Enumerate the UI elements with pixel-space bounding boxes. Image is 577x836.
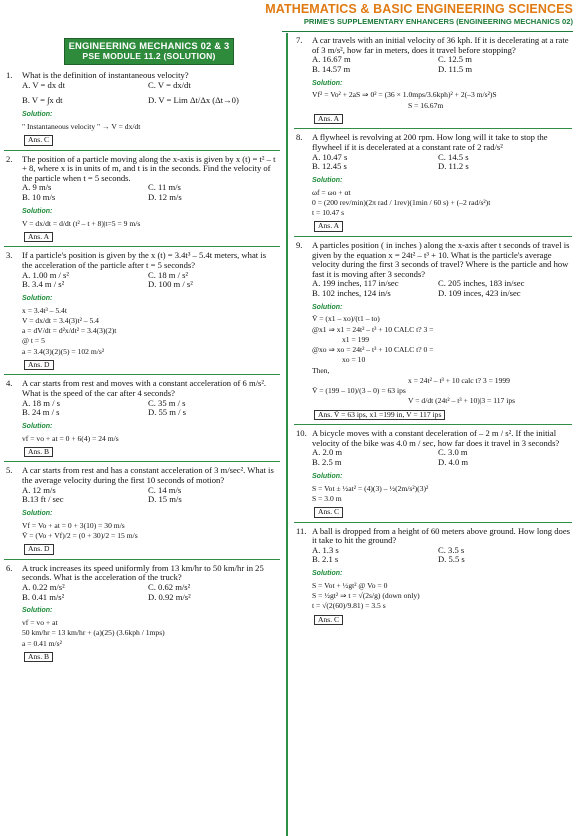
question-separator — [4, 461, 280, 462]
choice-b: B. 2.1 s — [312, 554, 339, 565]
question-stem: A bicycle moves with a constant deceleration of – 2 m / s². If the initial velocity of the bike was 4.0 m / sec, how far does it travel in 3 seconds? — [312, 428, 560, 448]
question-stem: A truck increases its speed uniformly from 13 km/hr to 50 km/hr in 25 seconds. What is the acceleration of the truck? — [22, 562, 264, 583]
work-line: a = 0.41 m/s² — [22, 638, 62, 648]
choice-d: D. 100 m / s² — [148, 279, 193, 290]
question-stem: A ball is dropped from a height of 60 meters above ground. How long does it take to hit the ground? — [312, 525, 571, 546]
work-line: V̄ = (x1 – xo)/(t1 – to) — [312, 314, 380, 324]
choice-c: C. 35 m / s — [148, 397, 186, 408]
solution-work — [312, 581, 572, 612]
choice-a: A. 1.3 s — [312, 544, 339, 555]
solution-work — [22, 521, 280, 542]
work-line: 50 km/hr = 13 km/hr + (a)(25) (3.6kph / 1mps) — [22, 628, 165, 638]
work-line: @xo ⇒ xo = 24t² – t³ + 10 CALC t? 0 = — [312, 345, 434, 355]
question-separator — [294, 424, 572, 425]
question-separator — [4, 559, 280, 560]
answer-box: Ans. D — [24, 544, 54, 555]
choice-a: A. 199 inches, 117 in/sec — [312, 278, 399, 289]
work-line: t = 10.47 s — [312, 208, 345, 218]
question-number: 4. — [6, 378, 13, 389]
question-number: 2. — [6, 153, 13, 164]
module-banner — [64, 38, 234, 65]
work-line: xo = 10 — [342, 355, 366, 365]
choice-c: C. 11 m/s — [148, 182, 181, 193]
work-line: V = dx/dt = d/dt (t² – t + 8)|t=5 = 9 m/s — [22, 218, 141, 228]
question-separator — [4, 374, 280, 375]
choices — [294, 55, 572, 74]
work-line: " Instantaneous velocity " → V = dx/dt — [22, 121, 141, 131]
work-line: vf = vo + at — [22, 618, 58, 628]
question-8 — [294, 133, 572, 232]
answer-box: Ans. C — [314, 615, 343, 626]
question-number: 11. — [296, 525, 307, 536]
right-column — [294, 36, 572, 625]
choice-c: C. 14 m/s — [148, 484, 182, 495]
question-number: 6. — [6, 562, 13, 573]
choice-c: C. 205 inches, 183 in/sec — [438, 278, 525, 289]
choice-b: B. V = ∫x dt — [22, 95, 63, 106]
work-line: 0 = (200 rev/min)(2π rad / 1rev)(1min / 60 s) + (–2 rad/s²)t — [312, 197, 491, 207]
question-stem: A car starts from rest and moves with a constant acceleration of 6 m/s². What is the speed of the car after 4 seconds? — [22, 378, 267, 399]
question-9 — [294, 241, 572, 420]
solution-label: Solution: — [22, 207, 53, 215]
answer-box: Ans. C — [314, 507, 343, 518]
answer-box: Ans. B — [24, 447, 53, 458]
left-column — [4, 36, 280, 662]
work-line: V̄ = (199 – 10)/(3 – 0) = 63 ips — [312, 386, 406, 396]
choices — [294, 448, 572, 467]
choice-c: C. 12.5 m — [438, 54, 472, 65]
choices — [294, 279, 572, 298]
choice-a: A. V = dx dt — [22, 79, 65, 90]
choice-d: D. 4.0 m — [438, 457, 469, 468]
choice-d: D. 15 m/s — [148, 494, 182, 505]
solution-label: Solution: — [312, 79, 343, 87]
choice-b: B. 24 m / s — [22, 407, 60, 418]
question-6 — [4, 564, 280, 663]
choice-a: A. 9 m/s — [22, 182, 52, 193]
work-line: ωf = ωo + αt — [312, 187, 351, 197]
solution-work — [312, 90, 572, 111]
question-number: 3. — [6, 250, 13, 261]
question-3 — [4, 251, 280, 370]
header-divider — [282, 31, 573, 32]
choice-b: B. 2.5 m — [312, 457, 342, 468]
solution-label: Solution: — [22, 607, 53, 615]
question-number: 5. — [6, 465, 13, 476]
choices — [294, 153, 572, 172]
choice-d: D. 0.92 m/s² — [148, 591, 191, 602]
work-line: S = 3.0 m — [312, 493, 342, 503]
choice-d: D. 55 m / s — [148, 407, 186, 418]
question-stem: A car starts from rest and has a constant acceleration of 3 m/sec². What is the average velocity during the first 10 seconds of motion? — [22, 465, 274, 486]
question-number: 1. — [6, 70, 13, 81]
choice-b: B. 12.45 s — [312, 161, 347, 172]
choices — [4, 486, 280, 505]
solution-work — [312, 484, 572, 505]
solution-label: Solution: — [22, 294, 53, 302]
question-separator — [294, 522, 572, 523]
question-stem: What is the definition of instantaneous velocity? — [22, 70, 189, 81]
work-line: Then, — [312, 365, 330, 375]
choice-c: C. 14.5 s — [438, 151, 469, 162]
solution-label: Solution: — [22, 422, 53, 430]
choice-a: A. 0.22 m/s² — [22, 582, 65, 593]
solution-work — [22, 306, 280, 357]
choices — [4, 271, 280, 290]
solution-label: Solution: — [22, 111, 53, 119]
choice-a: A. 12 m/s — [22, 484, 56, 495]
choice-a: A. 18 m / s — [22, 397, 60, 408]
question-7 — [294, 36, 572, 124]
solution-label: Solution: — [312, 472, 343, 480]
work-line: t = √(2(60)/9.81) = 3.5 s — [312, 601, 386, 611]
choice-a: A. 16.67 m — [312, 54, 351, 65]
question-10 — [294, 429, 572, 517]
work-line: x = 3.4t³ – 5.4t — [22, 305, 67, 315]
question-separator — [4, 150, 280, 151]
question-number: 10. — [296, 428, 307, 439]
answer-box: Ans. A — [24, 232, 53, 243]
choice-b: B. 0.41 m/s² — [22, 591, 65, 602]
header-subtitle: PRIME'S SUPPLEMENTARY ENHANCERS (ENGINEERING MECHANICS 02) — [303, 17, 573, 26]
choice-c: C. 0.62 m/s² — [148, 582, 191, 593]
work-line: x = 24t² – t³ + 10 calc t? 3 = 1999 — [408, 375, 510, 385]
solution-label: Solution: — [22, 509, 53, 517]
question-stem: A particles position ( in inches ) along the x-axis after t seconds of travel is given by the equation x = 24t² – t³ + 10. What is the particle's average velocity during the first 3 seconds of travel? Where is the particle and how fast it is moving after 3 seconds? — [312, 239, 570, 279]
answer-box: Ans. D — [24, 360, 54, 371]
work-line: V̄ = (Vo + Vf)/2 = (0 + 30)/2 = 15 m/s — [22, 531, 138, 541]
question-4 — [4, 379, 280, 457]
solution-work — [312, 188, 572, 219]
answer-box: Ans. C — [24, 135, 53, 146]
solution-label: Solution: — [312, 570, 343, 578]
solution-label: Solution: — [312, 176, 343, 184]
choice-c: C. 18 m / s² — [148, 269, 189, 280]
work-line: S = ½gt² ⇒ t = √(2s/g) (down only) — [312, 591, 420, 601]
question-number: 8. — [296, 132, 303, 143]
work-line: S = Vot + ½gt² @ Vo = 0 — [312, 580, 388, 590]
choice-c: C. 3.0 m — [438, 447, 468, 458]
question-stem: If a particle's position is given by the x (t) = 3.4t³ – 5.4t meters, what is the acceleration of the particle after t = 5 seconds? — [22, 250, 267, 270]
solution-work — [22, 618, 280, 649]
answer-box: Ans. B — [24, 652, 53, 663]
header-title: MATHEMATICS & BASIC ENGINEERING SCIENCES — [265, 2, 573, 16]
choices — [294, 546, 572, 565]
choices — [4, 583, 280, 602]
choice-d: D. 109 inces, 423 in/sec — [438, 288, 521, 299]
choice-b: B. 10 m/s — [22, 192, 56, 203]
choice-c: C. V = dx/dt — [148, 79, 191, 90]
work-line: Vf² = Vo² + 2aS ⇒ 0² = (36 × 1.0mps/3.6kph)² + 2(–3 m/s²)S — [312, 90, 497, 100]
choices — [4, 183, 280, 202]
solution-work — [22, 219, 280, 229]
question-2 — [4, 155, 280, 243]
work-line: V = dx/dt = 3.4(3)t² – 5.4 — [22, 315, 99, 325]
answer-box: Ans. A — [314, 221, 343, 232]
work-line: a = dV/dt = d²x/dt² = 3.4(3)(2)t — [22, 326, 117, 336]
work-line: S = Vot ± ½at² = (4)(3) – ½(2m/s²)(3)² — [312, 483, 429, 493]
solution-work — [22, 122, 280, 132]
solution-work — [22, 434, 280, 444]
choice-d: D. 11.2 s — [438, 161, 469, 172]
banner-title: ENGINEERING MECHANICS 02 & 3 — [68, 40, 230, 51]
solution-label: Solution: — [312, 303, 343, 311]
solution-work — [312, 314, 572, 406]
question-separator — [4, 246, 280, 247]
choice-b: B. 102 inches, 124 in/s — [312, 288, 391, 299]
work-line: @x1 ⇒ x1 = 24t² – t³ + 10 CALC t? 3 = — [312, 324, 434, 334]
choice-a: A. 2.0 m — [312, 447, 343, 458]
work-line: Vf = Vo + at = 0 + 3(10) = 30 m/s — [22, 520, 125, 530]
choice-b: B.13 ft / sec — [22, 494, 64, 505]
question-stem: A flywheel is revolving at 200 rpm. How long will it take to stop the flywheel if it is decelerated at a constant rate of 2 rad/s² — [312, 132, 548, 152]
choice-c: C. 3.5 s — [438, 544, 465, 555]
answer-box: Ans. A — [314, 114, 343, 125]
question-separator — [294, 236, 572, 237]
choice-d: D. 5.5 s — [438, 554, 465, 565]
choice-b: B. 14.57 m — [312, 63, 351, 74]
question-1 — [4, 71, 280, 145]
work-line: x1 = 199 — [342, 334, 370, 344]
work-line: V = d/dt (24t² – t³ + 10)|3 = 117 ips — [408, 396, 516, 406]
question-number: 7. — [296, 35, 303, 45]
question-5 — [4, 466, 280, 554]
answer-box: Ans. V̄ = 63 ips, x1 =199 in, V = 117 ips — [314, 410, 445, 421]
choice-a: A. 1.00 m / s² — [22, 269, 69, 280]
choice-d: D. V = Lim Δt/Δx (Δt→0) — [148, 95, 239, 106]
question-separator — [294, 128, 572, 129]
choices — [4, 399, 280, 418]
column-divider — [286, 33, 288, 836]
question-stem: The position of a particle moving along the x-axis is given by x (t) = t² – t + 8, where x is in units of m, and t is in the seconds. Find the velocity of the particle when t = 5 seconds. — [22, 153, 276, 183]
question-number: 9. — [296, 239, 303, 250]
question-11 — [294, 527, 572, 626]
banner-subtitle: PSE MODULE 11.2 (SOLUTION) — [82, 50, 216, 61]
choice-b: B. 3.4 m / s² — [22, 279, 65, 290]
choice-a: A. 10.47 s — [312, 151, 348, 162]
work-line: vf = vo + at = 0 + 6(4) = 24 m/s — [22, 433, 119, 443]
choice-d: D. 12 m/s — [148, 192, 182, 203]
choices — [4, 81, 280, 106]
work-line: S = 16.67m — [408, 100, 444, 110]
question-stem: A car travels with an initial velocity of 36 kph. If it is decelerating at a rate of 3 m/s², how far in meters, does it travel before stopping? — [312, 35, 569, 55]
work-line: a = 3.4(3)(2)(5) = 102 m/s² — [22, 346, 105, 356]
choice-d: D. 11.5 m — [438, 63, 473, 74]
work-line: @ t = 5 — [22, 336, 45, 346]
